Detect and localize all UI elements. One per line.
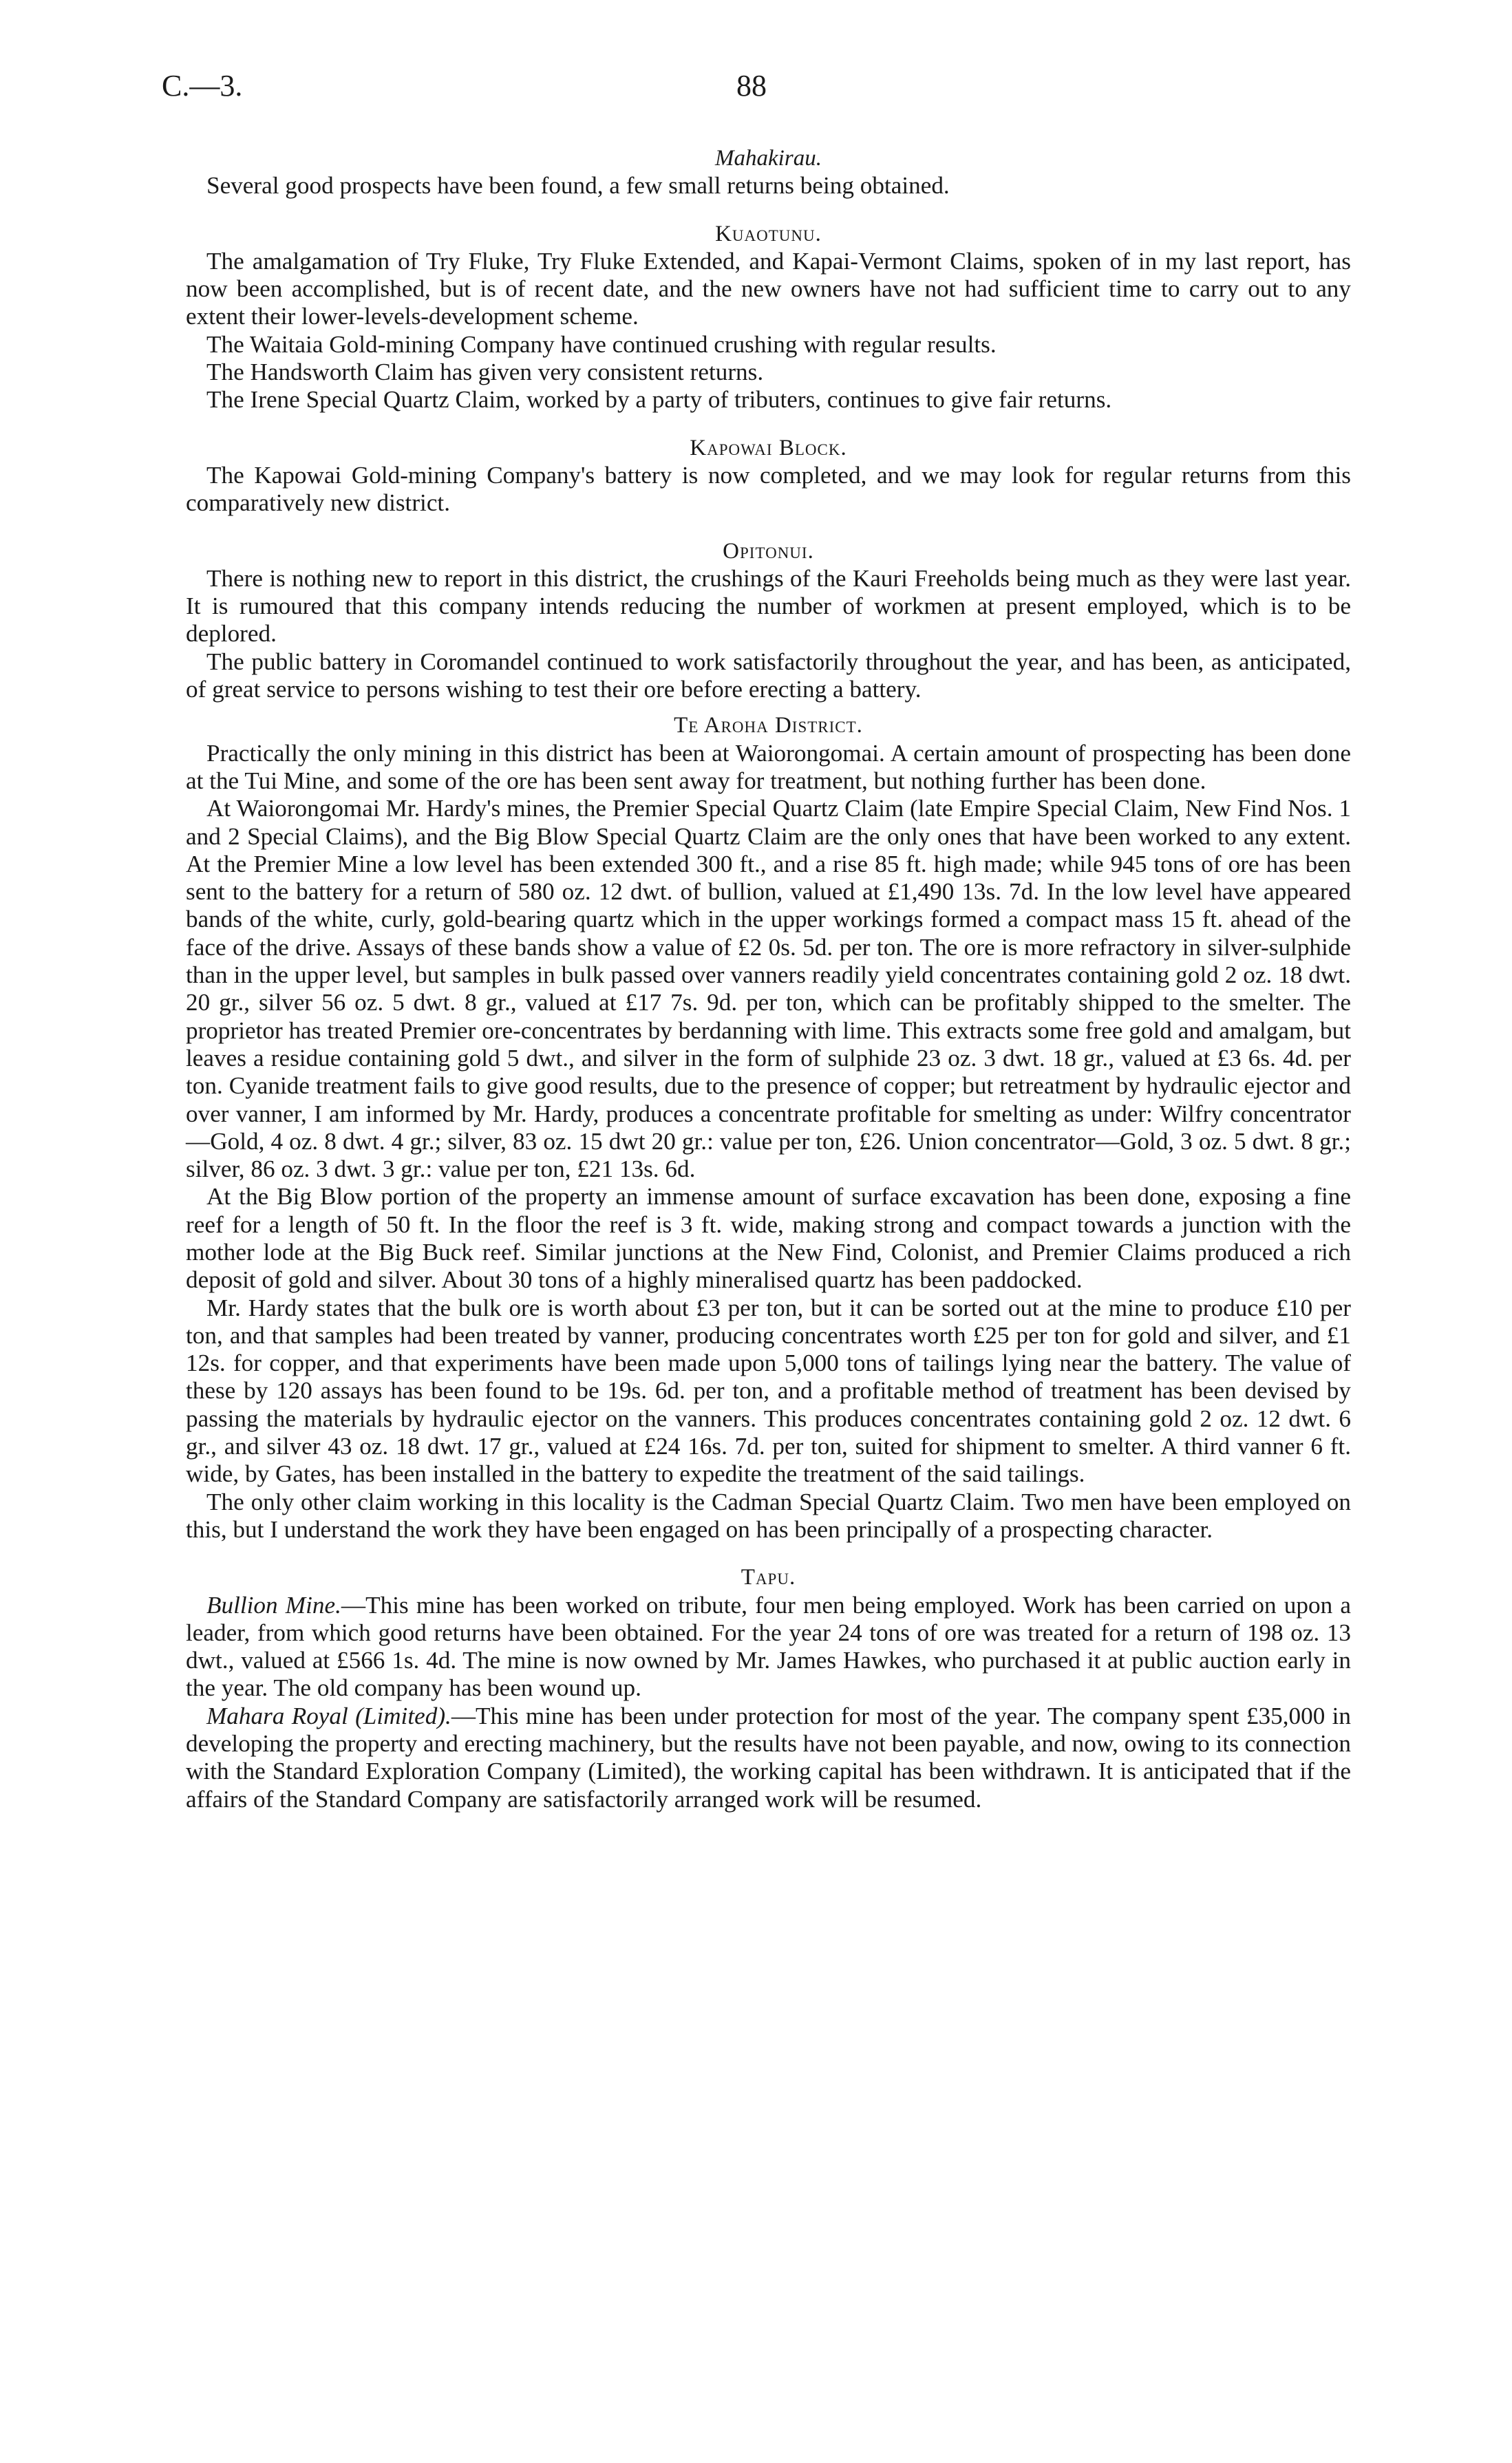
paragraph-body: —This mine has been under protection for most of the year. The company spent £35,000 in developing the property and erecting machinery, but the results have not been payable, and now, owing to its connection with the Standard Exploration Company (Limited), the working capital has been withdrawn. It is anticipated that if the affairs of the Standard Company are satisfactorily arranged work will be resumed. [186,1702,1351,1813]
section-opitonui [186,537,1351,704]
paragraph [186,1703,1351,1813]
paragraph: The amalgamation of Try Fluke, Try Fluke Extended, and Kapai-Vermont Claims, spoken of in my last report, has now been accomplished, but is of recent date, and the new owners have not had sufficient time to carry out to any extent their lower-levels-development scheme. [186,247,1351,330]
page-number: 88 [736,69,767,103]
paragraph: The Irene Special Quartz Claim, worked by a party of tributers, continues to give fair returns. [206,386,1112,414]
section-heading: Opitonui. [723,538,814,564]
section-kapowai-block [186,434,1351,518]
paragraph: The Handsworth Claim has given very consistent returns. [206,359,764,386]
paragraph: The public battery in Coromandel continued to work satisfactorily throughout the year, and has been, as anticipated, of great service to persons wishing to test their ore before erecting a battery. [186,648,1351,703]
paragraph: At Waiorongomai Mr. Hardy's mines, the Premier Special Quartz Claim (late Empire Special Claim, New Find Nos. 1 and 2 Special Claims), and the Big Blow Special Quartz Claim are the only ones that have been worked to any extent. At the Premier Mine a low level has been extended 300 ft., and a rise 85 ft. high made; while 945 tons of ore has been sent to the battery for a return of 580 oz. 12 dwt. of bullion, valued at £1,490 13s. 7d. In the low level have appeared bands of the white, curly, gold-bearing quartz which in the upper workings formed a compact mass 15 ft. ahead of the face of the drive. Assays of these bands show a value of £2 0s. 5d. per ton. The ore is more refractory in silver-sulphide than in the upper level, but samples in bulk passed over vanners readily yield concentrates containing gold 2 oz. 18 dwt. 20 gr., silver 56 oz. 5 dwt. 8 gr., valued at £17 7s. 9d. per ton, which can be profitably shipped to the smelter. The proprietor has treated Premier ore-concentrates by berdanning with lime. This extracts some free gold and amalgam, but leaves a residue containing gold 5 dwt., and silver in the form of sulphide 23 oz. 3 dwt. 18 gr., valued at £3 6s. 4d. per ton. Cyanide treatment fails to give good results, due to the presence of copper; but retreatment by hydraulic ejector and over vanner, I am informed by Mr. Hardy, produces a concentrate profitable for smelting as under: Wilfry concentrator—Gold, 4 oz. 8 dwt. 4 gr.; silver, 83 oz. 15 dwt 20 gr.: value per ton, £26. Union concentrator—Gold, 3 oz. 5 dwt. 8 gr.; silver, 86 oz. 3 dwt. 3 gr.: value per ton, £21 13s. 6d. [186,795,1351,1183]
section-mahakirau [186,145,1351,200]
paragraph: Practically the only mining in this district has been at Waiorongomai. A certain amount of prospecting has been done at the Tui Mine, and some of the ore has been sent away for treatment, but nothing further has been done. [186,739,1351,794]
page-identifier: C.—3. [162,69,243,103]
section-heading: Mahakirau. [715,146,822,171]
paragraph-lead: Bullion Mine. [206,1591,341,1619]
section-kuaotunu [186,220,1351,414]
paragraph-lead: Mahara Royal (Limited). [206,1702,451,1729]
paragraph: Several good prospects have been found, a few small returns being obtained. [206,172,950,200]
paragraph-body: —This mine has been worked on tribute, four men being employed. Work has been carried on upon a leader, from which good returns have been obtained. For the year 24 tons of ore was treated for a return of 198 oz. 13 dwt., valued at £566 1s. 4d. The mine is now owned by Mr. James Hawkes, who purchased it at public auction early in the year. The old company has been wound up. [186,1591,1352,1702]
paragraph: The only other claim working in this locality is the Cadman Special Quartz Claim. Two men have been employed on this, but I understand the work they have been engaged on has been principally of a prospecting character. [186,1488,1351,1543]
section-te-aroha-district [186,712,1351,1544]
section-heading: Tapu. [741,1565,796,1590]
section-heading: Kapowai Block. [690,435,847,460]
section-tapu [186,1564,1351,1813]
paragraph: At the Big Blow portion of the property an immense amount of surface excavation has been done, exposing a fine reef for a length of 50 ft. In the floor the reef is 3 ft. wide, making strong and compact towards a junction with the mother lode at the Big Buck reef. Similar junctions at the New Find, Colonist, and Premier Claims produced a rich deposit of gold and silver. About 30 tons of a highly mineralised quartz has been paddocked. [186,1183,1351,1294]
paragraph: The Kapowai Gold-mining Company's battery is now completed, and we may look for regular returns from this comparatively new district. [186,461,1351,517]
body-text [186,145,1351,1813]
section-heading: Kuaotunu. [715,221,822,246]
section-heading: Te Aroha District. [674,713,863,738]
paragraph [186,1592,1351,1703]
paragraph: Mr. Hardy states that the bulk ore is worth about £3 per ton, but it can be sorted out at the mine to produce £10 per ton, and that samples had been treated by vanner, producing concentrates worth £25 per ton for gold and silver, and £1 12s. for copper, and that experiments have been made upon 5,000 tons of tailings lying near the battery. The value of these by 120 assays has been found to be 19s. 6d. per ton, and a profitable method of treatment has been devised by passing the materials by hydraulic ejector on the vanners. This produces concentrates containing gold 2 oz. 12 dwt. 6 gr., and silver 43 oz. 18 dwt. 17 gr., valued at £24 16s. 7d. per ton, suited for shipment to smelter. A third vanner 6 ft. wide, by Gates, has been installed in the battery to expedite the treatment of the said tailings. [186,1294,1351,1488]
paragraph: There is nothing new to report in this district, the crushings of the Kauri Freeholds being much as they were last year. It is rumoured that this company intends reducing the number of workmen at present employed, which is to be deplored. [186,564,1351,648]
paragraph: The Waitaia Gold-mining Company have continued crushing with regular results. [206,330,997,358]
